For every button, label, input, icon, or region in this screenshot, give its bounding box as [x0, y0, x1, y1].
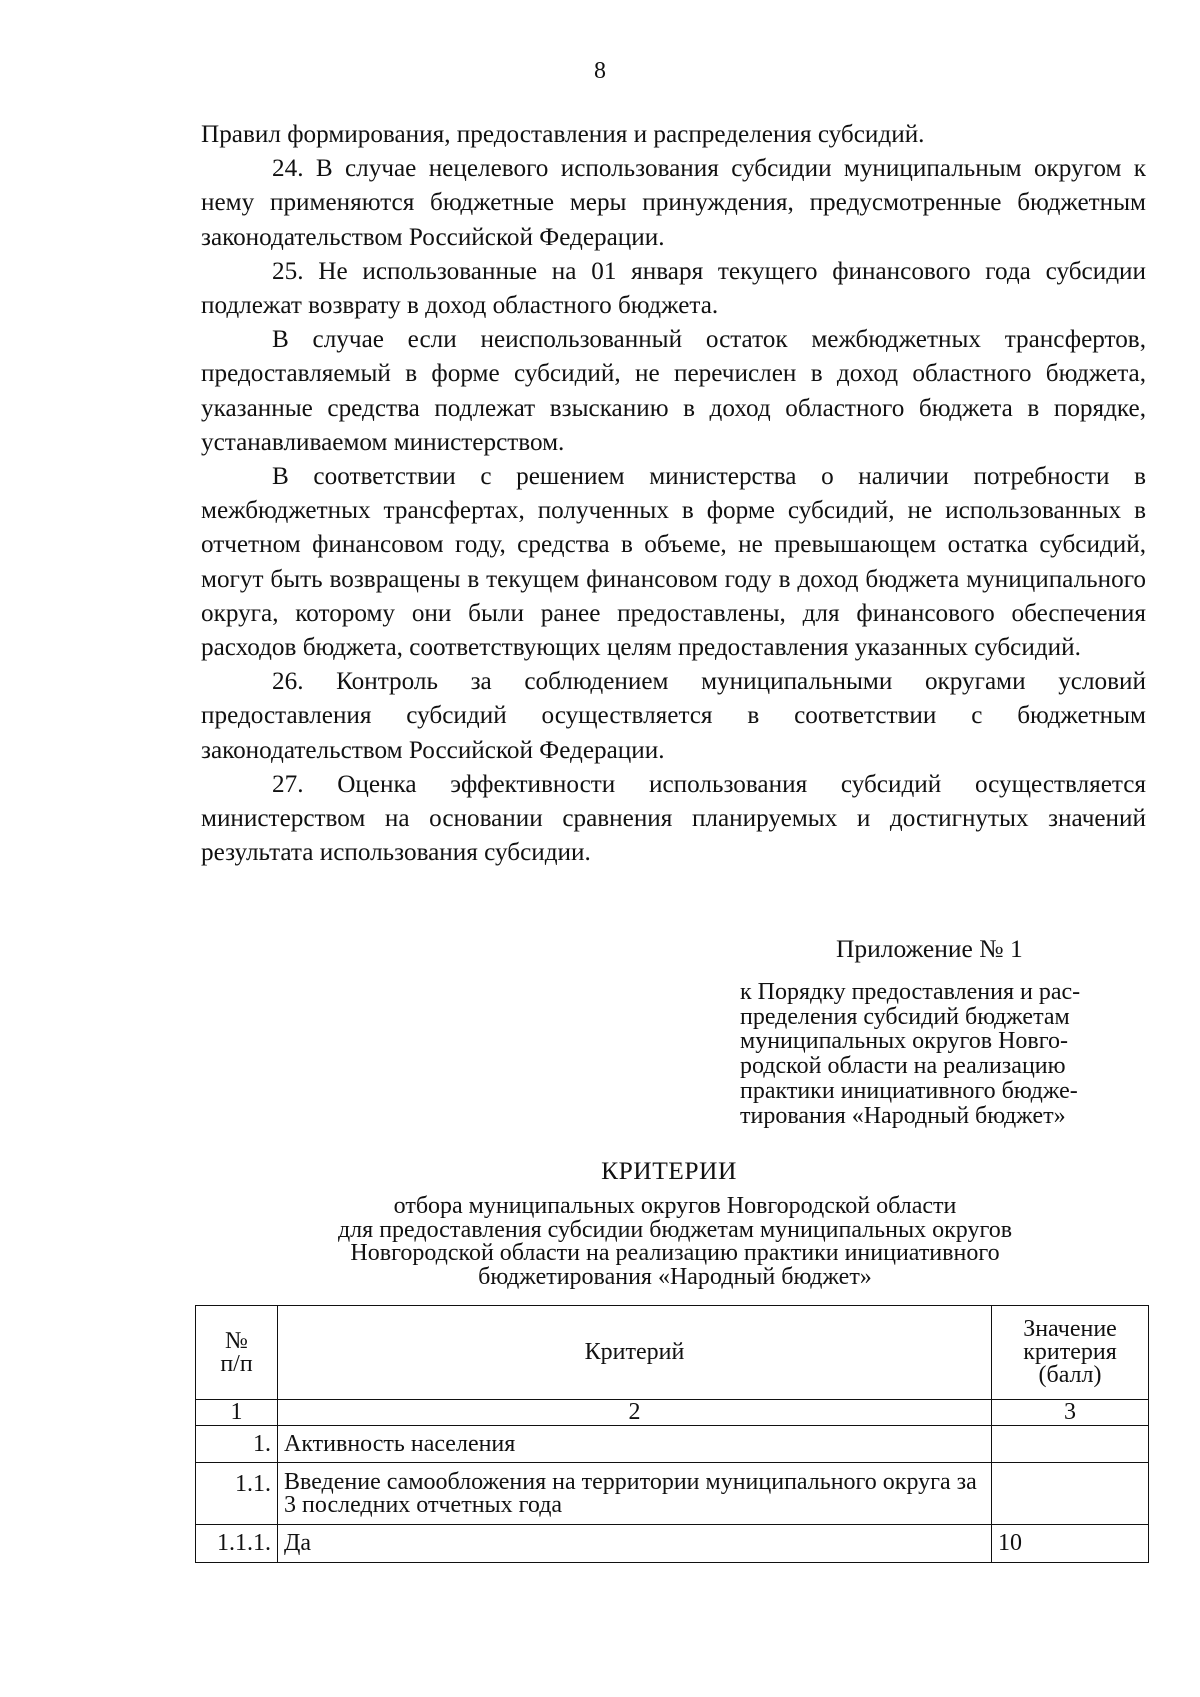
index-cell: 1: [196, 1400, 278, 1426]
paragraph: В случае если неиспользованный остаток межбюджетных трансфертов, предоставляемый в форме субсидий, не перечислен в доход областного бюджета, указанные средства подлежат взысканию в доход областного бюджета в порядке, устанавливаемом министерством.: [201, 326, 1146, 456]
paragraph: 24. В случае нецелевого использования субсидии муниципальным округом к нему применяются бюджетные меры принуждения, предусмотренные бюджетным законодательством Российской Федерации.: [201, 155, 1146, 251]
appendix-subtitle: [740, 980, 1132, 1128]
appendix-subtitle-line: пределения субсидий бюджетам: [740, 1003, 1070, 1030]
paragraph: 25. Не использованные на 01 января текущего финансового года субсидии подлежат возврату в доход областного бюджета.: [201, 257, 1146, 320]
criteria-subtitle-line: бюджетирования «Народный бюджет»: [478, 1263, 872, 1290]
header-num: [196, 1306, 278, 1400]
row-criterion: Активность населения: [278, 1426, 992, 1463]
appendix-subtitle-line: тирования «Народный бюджет»: [740, 1102, 1066, 1129]
criteria-subtitle: [250, 1195, 1100, 1289]
row-value: [992, 1463, 1149, 1525]
table-row: [196, 1463, 1149, 1525]
row-criterion: Введение самообложения на территории муниципального округа за 3 последних отчетных года: [278, 1463, 992, 1525]
row-num: 1.1.: [196, 1463, 278, 1525]
header-value: [992, 1306, 1149, 1400]
appendix-subtitle-line: к Порядку предоставления и рас-: [740, 979, 1081, 1005]
paragraph: В соответствии с решением министерства о наличии потребности в межбюджетных трансфертах, полученных в форме субсидий, не использованных в отчетном финансовом году, средства в объеме, не превышающем остатка субсидий, могут быть возвращены в текущем финансовом году в доход бюджета муниципального округа, которому они были ранее предоставлены, для финансового обеспечения расходов бюджета, соответствующих целям предоставления указанных субсидий.: [201, 463, 1146, 662]
table-row: [196, 1525, 1149, 1563]
index-cell: 3: [992, 1400, 1149, 1426]
page-number: 8: [594, 58, 606, 84]
paragraph: 26. Контроль за соблюдением муниципальными округами условий предоставления субсидий осуществляется в соответствии с бюджетным законодательством Российской Федерации.: [201, 668, 1146, 764]
header-num-line: п/п: [220, 1350, 253, 1377]
paragraph: Правил формирования, предоставления и распределения субсидий.: [201, 121, 925, 148]
row-criterion: Да: [278, 1525, 992, 1563]
row-num: 1.1.1.: [196, 1525, 278, 1563]
header-num-line: №: [225, 1327, 248, 1354]
appendix-subtitle-line: практики инициативного бюдже-: [740, 1077, 1078, 1104]
row-value: [992, 1426, 1149, 1463]
row-value: 10: [992, 1525, 1149, 1563]
criteria-title: КРИТЕРИИ: [601, 1156, 737, 1185]
index-cell: 2: [278, 1400, 992, 1426]
criteria-table: [195, 1305, 1149, 1563]
row-num: 1.: [196, 1426, 278, 1463]
appendix-subtitle-line: родской области на реализацию: [740, 1053, 1066, 1080]
criteria-subtitle-line: отбора муниципальных округов Новгородской области: [393, 1193, 957, 1219]
header-value-line: критерия: [1023, 1339, 1117, 1365]
table-row: [196, 1426, 1149, 1463]
appendix-title: Приложение № 1: [836, 934, 1023, 963]
header-value-line: (балл): [1038, 1362, 1102, 1388]
criteria-subtitle-line: для предоставления субсидии бюджетам муниципальных округов: [337, 1216, 1013, 1243]
table-header-row: [196, 1306, 1149, 1400]
header-value-line: Значение: [1023, 1316, 1117, 1342]
body-text: [201, 118, 1146, 870]
paragraph: 27. Оценка эффективности использования субсидий осуществляется министерством на основании сравнения планируемых и достигнутых значений результата использования субсидии.: [201, 770, 1146, 867]
appendix-subtitle-line: муниципальных округов Новго-: [740, 1028, 1068, 1055]
header-criterion: Критерий: [278, 1306, 992, 1400]
criteria-subtitle-line: Новгородской области на реализацию практики инициативного: [350, 1240, 1000, 1266]
table-index-row: [196, 1400, 1149, 1426]
